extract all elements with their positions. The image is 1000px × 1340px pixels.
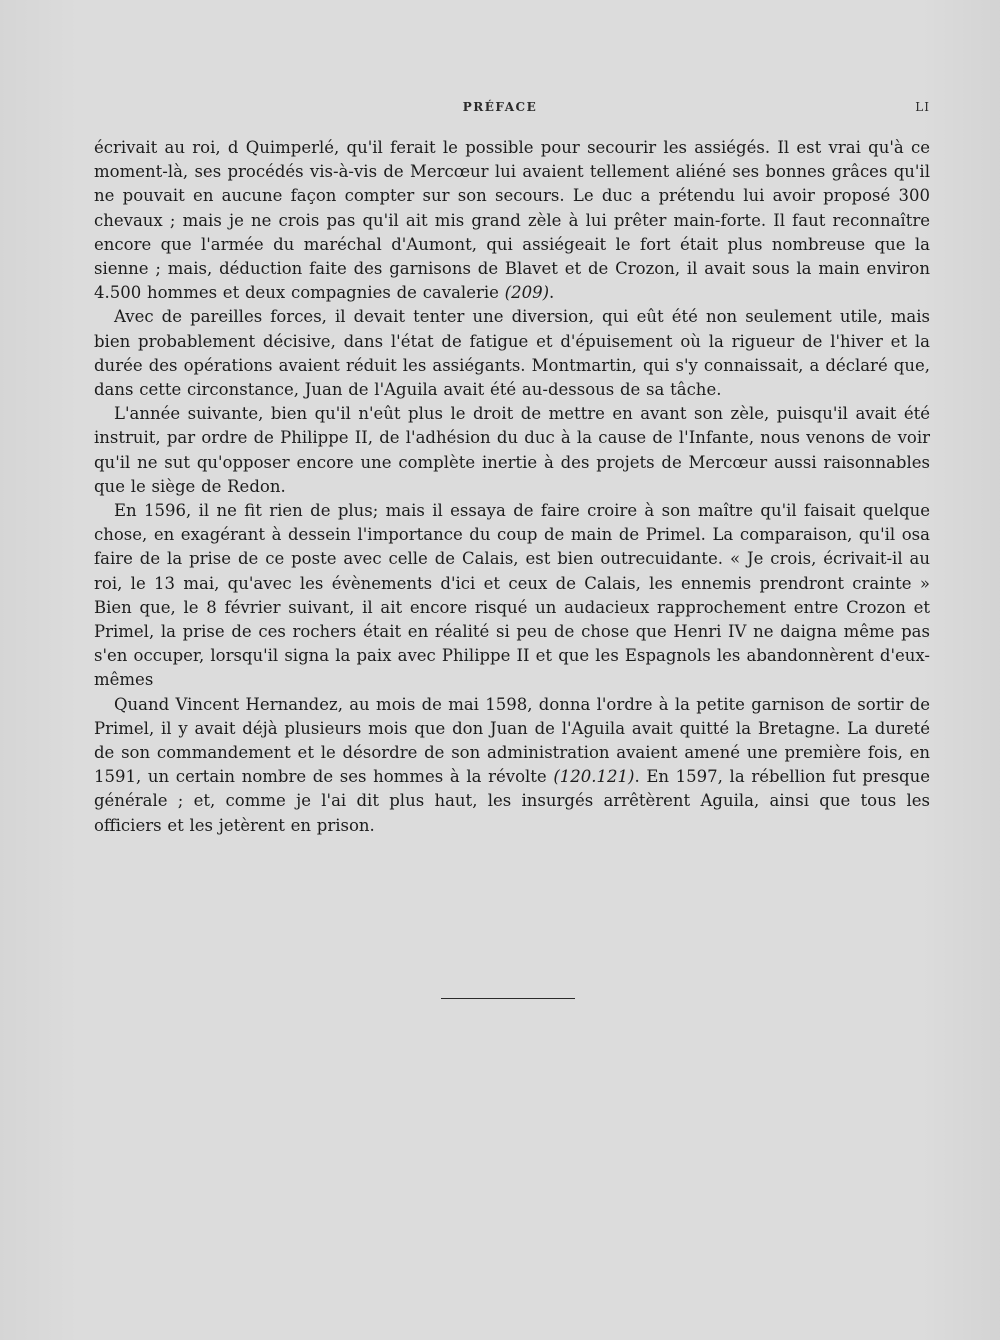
paragraph-4-text: En 1596, il ne fit rien de plus; mais il essaya de faire croire à son maître qu'il faisait quelque chose, en exagérant à dessein l'importance du coup de main de Primel. La comparaison, qu'il osa faire de la prise de ce poste avec celle de Calais, est bien outrecuidante. « Je crois, écrivait-il au roi, le 13 mai, qu'avec les évènements d'ici et ceux de Calais, les ennemis prendront crainte » Bien que, le 8 février suivant, il ait encore risqué un audacieux rapprochement entre Crozon et Primel, la prise de ces rochers était en réalité si peu de chose que Henri IV ne daigna même pas s'en occuper, lorsqu'il signa la paix avec Philippe II et que les Espagnols les abandonnèrent d'eux-mêmes (94, 501, 930, 690)
paragraph-5-text: Quand Vincent Hernandez, au mois de mai 1598, donna l'ordre à la petite garnison de sortir de Primel, il y avait déjà plusieurs mois que don Juan de l'Aguila avait quitté la Bretagne. La dureté de son commandement et le désordre de son administration avaient amené une première fois, en 1591, un certain nombre de ses hommes à la révolte (94, 694, 930, 787)
paragraph-5 (94, 693, 930, 838)
paragraph-3-text: L'année suivante, bien qu'il n'eût plus le droit de mettre en avant son zèle, puisqu'il avait été instruit, par ordre de Philippe II, de l'adhésion du duc à la cause de l'Infante, nous venons de voir qu'il ne sut qu'opposer encore une complète inertie à des projets de Mercœur aussi raisonnables que le siège de Redon. (94, 404, 930, 496)
body-text (94, 136, 930, 838)
paragraph-1-end: . (549, 283, 555, 303)
page-header (0, 100, 1000, 122)
paragraph-4 (94, 499, 930, 693)
closing-rule (441, 998, 575, 999)
paragraph-2-text: Avec de pareilles forces, il devait tenter une diversion, qui eût été non seulement utile, mais bien probablement décisive, dans l'état de fatigue et d'épuisement où la rigueur de l'hiver et la durée des opérations avaient réduit les assiégants. Montmartin, qui s'y connaissait, a déclaré que, dans cette circonstance, Juan de l'Aguila avait été au-dessous de sa tâche. (94, 307, 930, 400)
paragraph-2 (94, 305, 930, 402)
running-title: PRÉFACE (462, 100, 538, 114)
paragraph-5-end: . En 1597, la rébellion fut presque générale ; et, comme je l'ai dit plus haut, les insurgés arrêtèrent Aguila, ainsi que tous les officiers et les jetèrent en prison. (94, 767, 930, 835)
paragraph-3 (94, 402, 930, 499)
page-number: LI (915, 100, 930, 114)
reference-120-121: (120.121) (553, 767, 635, 787)
paragraph-1-text: écrivait au roi, d Quimperlé, qu'il ferait le possible pour secourir les assiégés. Il est vrai qu'à ce moment-là, ses procédés vis-à-vis de Mercœur lui avaient tellement aliéné ses bonnes grâces qu'il ne pouvait en aucune façon compter sur son secours. Le duc a prétendu lui avoir proposé 300 chevaux ; mais je ne crois pas qu'il ait mis grand zèle à lui prêter main-forte. Il faut reconnaître encore que l'armée du maréchal d'Aumont, qui assiégeait le fort était plus nombreuse que la sienne ; mais, déduction faite des garnisons de Blavet et de Crozon, il avait sous la main environ 4.500 hommes et deux compagnies de cavalerie (94, 138, 930, 303)
reference-209: (209) (504, 283, 550, 303)
paragraph-1 (94, 136, 930, 305)
